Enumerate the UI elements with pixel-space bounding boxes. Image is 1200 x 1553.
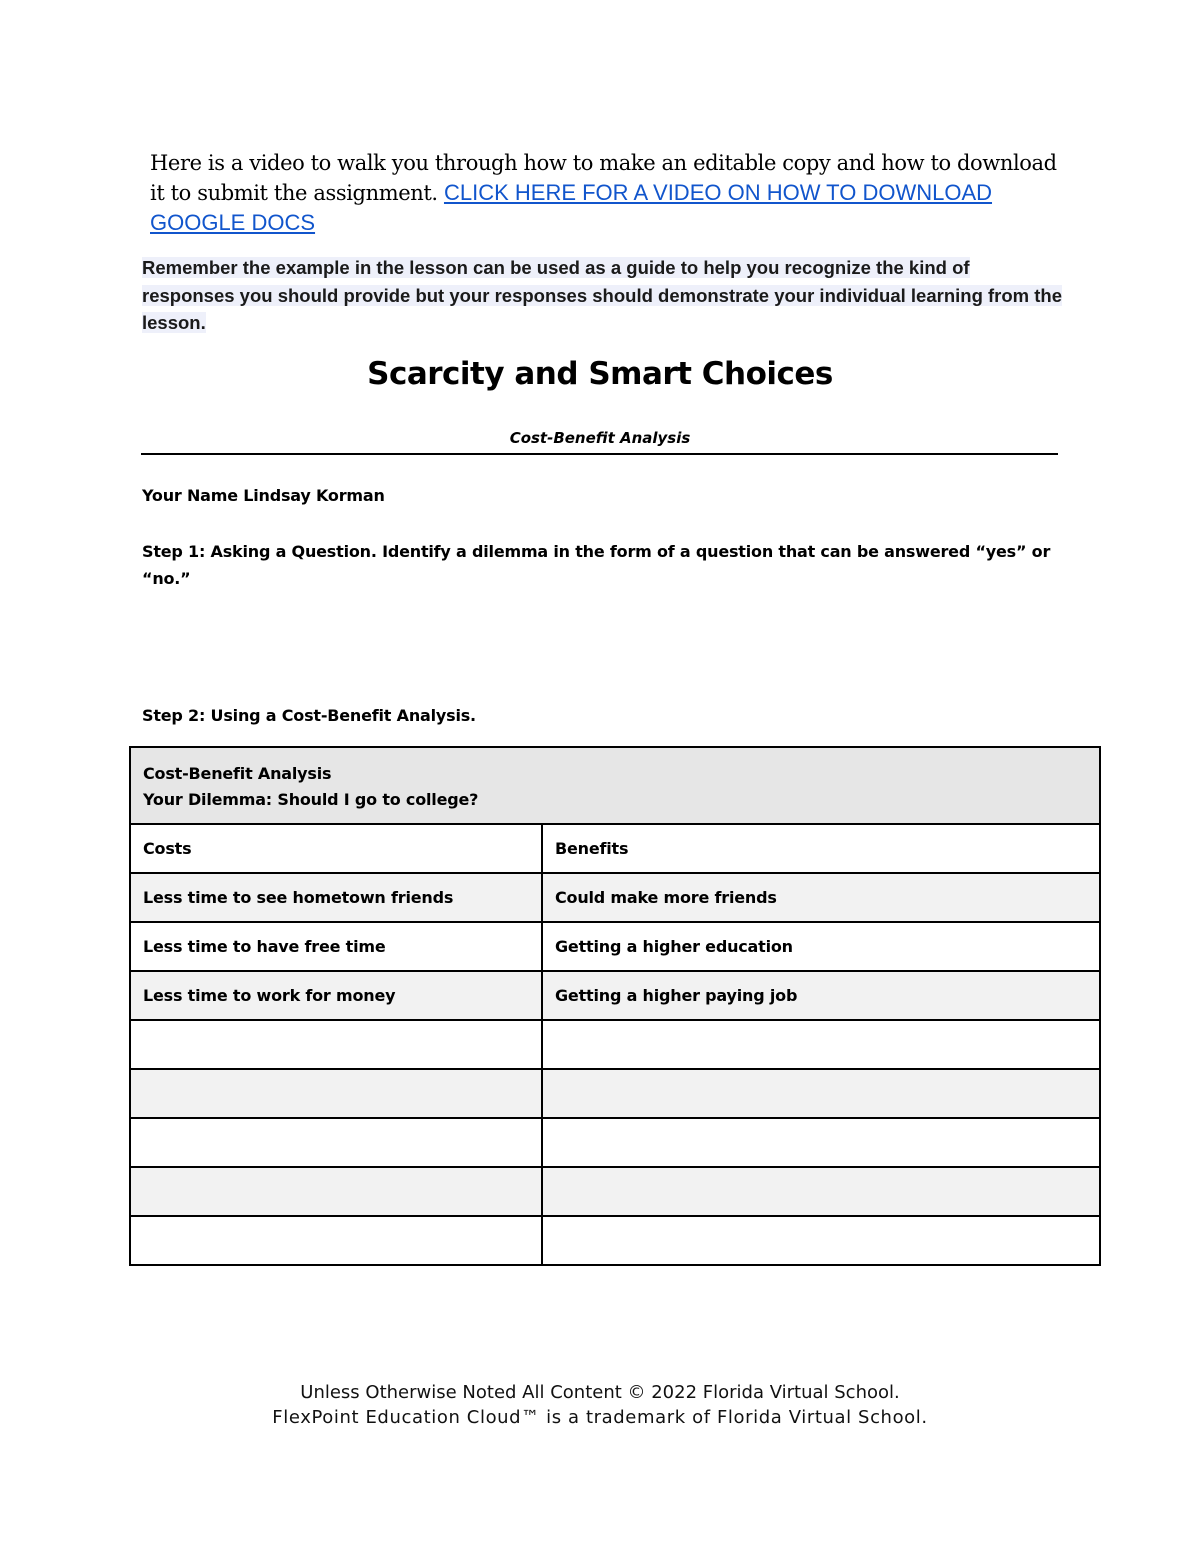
step2-instruction: Step 2: Using a Cost-Benefit Analysis.: [142, 706, 476, 725]
intro-text: Here is a video to walk you through how to make an editable copy and how to download it to submit the assignment.: [150, 151, 1057, 205]
table-heading: Cost-Benefit Analysis: [143, 763, 332, 783]
footer: [0, 1380, 1200, 1430]
benefits-column-header: Benefits: [542, 824, 1100, 873]
benefit-cell[interactable]: Getting a higher education: [542, 922, 1100, 971]
cost-cell[interactable]: [130, 1118, 542, 1167]
student-name: Your Name Lindsay Korman: [142, 486, 385, 505]
reminder-text: Remember the example in the lesson can be used as a guide to help you recognize the kind of responses you should provide but your responses should demonstrate your individual learning from the lesson.: [142, 257, 1063, 333]
dilemma-text[interactable]: Your Dilemma: Should I go to college?: [143, 789, 479, 809]
cost-benefit-table: [129, 746, 1101, 1266]
table-row: [130, 1216, 1100, 1265]
table-row: [130, 1069, 1100, 1118]
benefit-cell[interactable]: [542, 1118, 1100, 1167]
costs-column-header: Costs: [130, 824, 542, 873]
cost-cell[interactable]: [130, 1069, 542, 1118]
table-row: [130, 1020, 1100, 1069]
cost-cell[interactable]: [130, 1020, 542, 1069]
trademark-notice: FlexPoint Education Cloud™ is a trademark of Florida Virtual School.: [272, 1407, 928, 1428]
cost-cell[interactable]: Less time to work for money: [130, 971, 542, 1020]
benefit-cell[interactable]: [542, 1216, 1100, 1265]
table-row: [130, 873, 1100, 922]
table-row: [130, 971, 1100, 1020]
benefit-cell[interactable]: [542, 1167, 1100, 1216]
reminder-note: [142, 254, 1062, 337]
cost-cell[interactable]: Less time to have free time: [130, 922, 542, 971]
step1-instruction: Step 1: Asking a Question. Identify a dilemma in the form of a question that can be answered “yes” or “no.”: [142, 542, 1051, 588]
table-row: [130, 1167, 1100, 1216]
title-divider: [141, 453, 1058, 455]
page-subtitle: Cost-Benefit Analysis: [509, 429, 691, 447]
cost-cell[interactable]: [130, 1216, 542, 1265]
benefit-cell[interactable]: Could make more friends: [542, 873, 1100, 922]
table-header-cell: [130, 747, 1100, 824]
cost-cell[interactable]: [130, 1167, 542, 1216]
benefit-cell[interactable]: [542, 1069, 1100, 1118]
page-title: Scarcity and Smart Choices: [367, 356, 833, 392]
copyright-notice: Unless Otherwise Noted All Content © 2022 Florida Virtual School.: [300, 1382, 900, 1403]
table-row: [130, 922, 1100, 971]
benefit-cell[interactable]: [542, 1020, 1100, 1069]
cost-cell[interactable]: Less time to see hometown friends: [130, 873, 542, 922]
benefit-cell[interactable]: Getting a higher paying job: [542, 971, 1100, 1020]
intro-paragraph: [150, 148, 1070, 238]
table-row: [130, 1118, 1100, 1167]
video-link[interactable]: CLICK HERE FOR A VIDEO ON HOW TO DOWNLOAD GOOGLE DOCS: [150, 180, 993, 235]
